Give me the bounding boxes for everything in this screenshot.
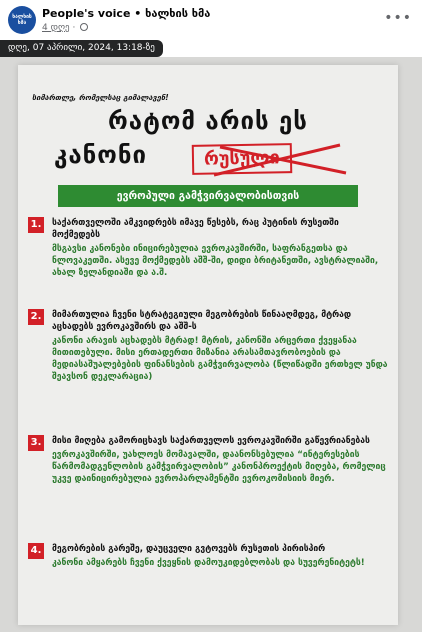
post-header <box>0 0 422 40</box>
timestamp-tooltip: დღე, 07 აპრილი, 2024, 13:18-ზე <box>0 40 163 57</box>
item-number: 4. <box>28 543 44 559</box>
globe-icon <box>80 23 88 31</box>
poster-item-1 <box>28 217 388 279</box>
item-heading: მეგობრების გარეშე, დაუცველი გვტოვებს რუსეთის პირისპირ <box>52 544 326 554</box>
item-heading: საქართველოში ამკვიდრებს იმავე წესებს, რაც პუტინის რუსეთში მოქმედებს <box>52 218 339 240</box>
avatar[interactable] <box>8 6 36 34</box>
poster-item-4 <box>28 543 388 569</box>
poster-item-3 <box>28 435 388 485</box>
item-number: 2. <box>28 309 44 325</box>
item-body: მსგავსი კანონები ინიცირებულია ევროკავშირში, საფრანგეთსა და ნლოვაკეთში. ასევე მოქმედებს აშშ-ში, დიდი ბრიტანეთში, ავსტრალიაში, ახალ ზელანდიაში და ა.შ. <box>52 244 379 278</box>
post-meta <box>42 23 88 33</box>
avatar-text-line-1: ხალხის <box>12 14 32 20</box>
item-heading: მიმართულია ჩვენი სტრატეგიული მეგობრების წინააღმდეგ, მტრად აცხადებს ევროკავშირს და აშშ-ს <box>52 310 352 332</box>
poster-title-line-1: რატომ არის ეს <box>108 107 308 135</box>
item-body: კანონი არავის აცხადებს მტრად! მტრის, კანონში არცერთი ქვეყანაა მითითებული. მისი ერთადერთი მიზანია არასამთავრობოების და მედიასაშუალებების ფინანსების გამჭვირვალობა (წლიწადში ერთხელ უნდა შეავსონ დეკლარაცია) <box>52 336 388 382</box>
poster-kicker: სიმართლე, რომელსაც გიმალავენ! <box>32 93 169 102</box>
poster-paper <box>18 65 398 625</box>
post-author-name[interactable]: People's voice • ხალხის ხმა <box>42 7 211 20</box>
item-body: ევროკავშირში, უახლოეს მომავალში, დაანონსებულია “ინტერესების წარმომადგენლობის გამჭვირვალობის” კანონპროექტის მიღება, რომელიც უკვე დაინიცირებულია ევროპარლამენტში ევროკომისიის მიერ. <box>52 450 386 484</box>
post-timestamp-link[interactable]: 4 დღე <box>42 23 70 33</box>
poster-item-2 <box>28 309 388 383</box>
post-image[interactable] <box>0 57 422 632</box>
crossed-out-stamp: რუსული <box>192 143 292 175</box>
item-heading: მისი მიღება გამორიცხავს საქართველოს ევროკავშირში გაწევრიანებას <box>52 436 370 446</box>
more-options-icon[interactable]: ••• <box>384 10 412 26</box>
item-number: 3. <box>28 435 44 451</box>
item-body: კანონი ამყარებს ჩვენი ქვეყნის დამოუკიდებლობას და სუვერენიტეტს! <box>52 558 365 568</box>
item-number: 1. <box>28 217 44 233</box>
strike-through-mark <box>210 141 350 179</box>
green-banner: ევროპული გამჭვირვალობისთვის <box>58 185 358 207</box>
meta-separator: · <box>69 23 79 33</box>
avatar-text-line-2: ხმა <box>17 20 27 26</box>
poster-title-line-2: კანონი <box>54 141 147 169</box>
